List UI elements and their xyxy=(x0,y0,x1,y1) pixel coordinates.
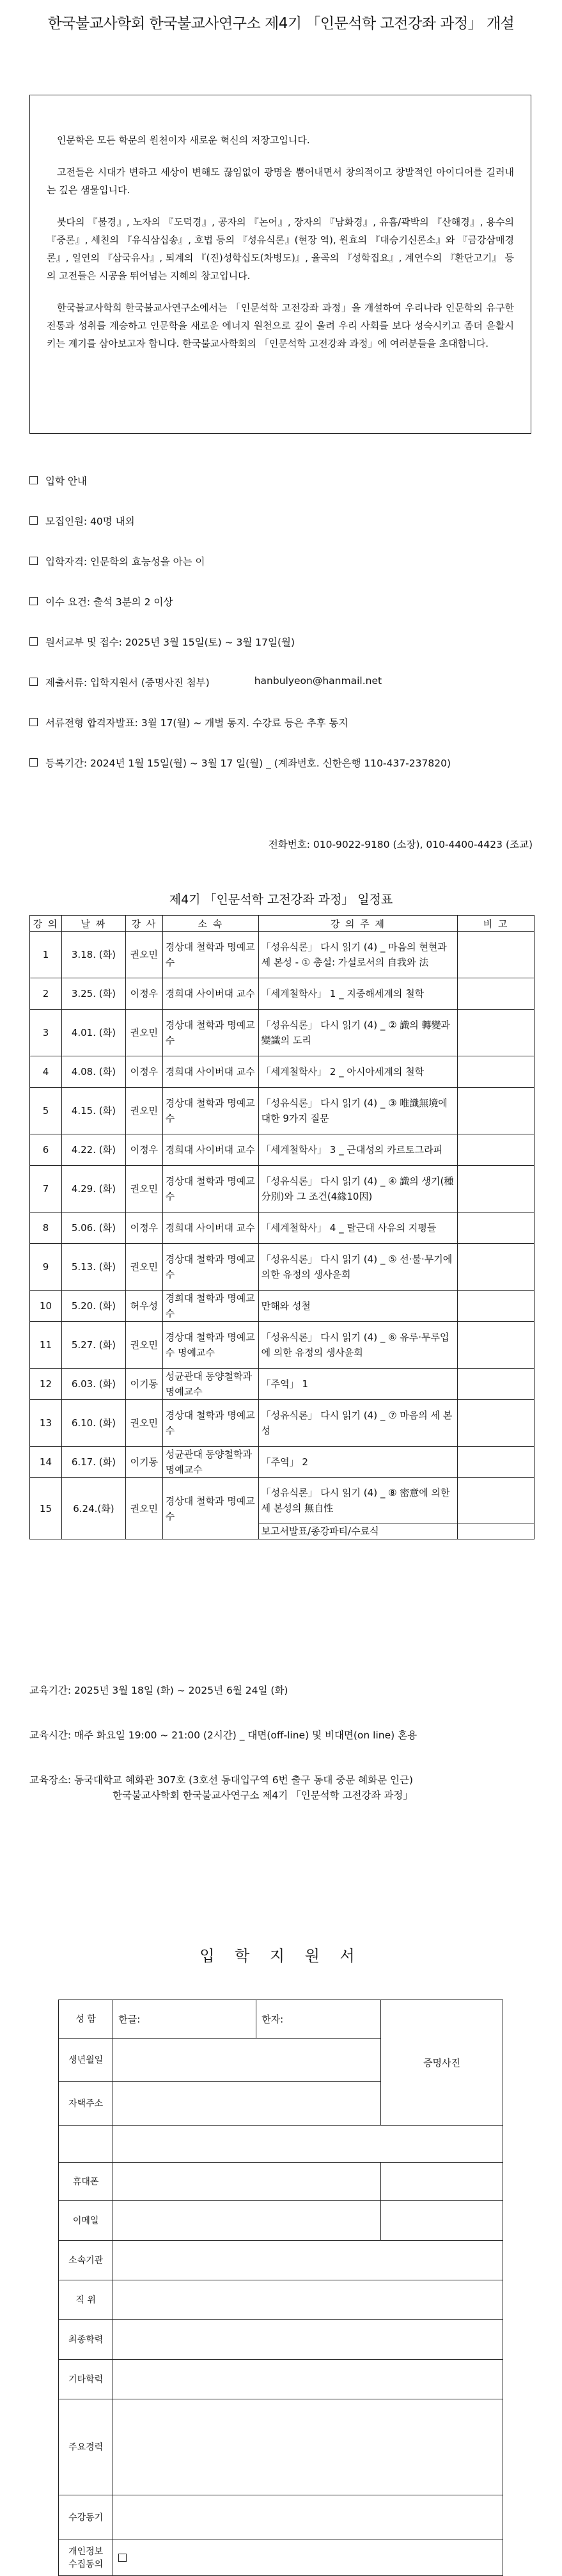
lecture-date: 3.18. (화) xyxy=(61,932,125,978)
lecture-date: 6.10. (화) xyxy=(61,1400,125,1447)
info-row xyxy=(29,756,541,796)
schedule-title: 제4기 「인문석학 고전강좌 과정」 일정표 xyxy=(169,893,393,907)
other-education-label: 기타학력 xyxy=(59,2360,113,2399)
schedule-row xyxy=(30,1400,535,1447)
header-cell: 날 짜 xyxy=(61,916,125,932)
lecturer: 권오민 xyxy=(125,932,162,978)
course-details xyxy=(29,1683,541,1803)
lecture-date: 6.24.(화) xyxy=(61,1478,125,1539)
lecture-no: 6 xyxy=(30,1134,62,1166)
phone-field[interactable] xyxy=(113,2163,381,2201)
schedule-row xyxy=(30,1244,535,1291)
affiliation: 경상대 철학과 명예교수 xyxy=(162,1166,258,1212)
note xyxy=(458,1056,535,1088)
lecture-topic: 「성유식론」 다시 읽기 (4) _ ⑤ 선·불·무기에 의한 유정의 생사윤회 xyxy=(258,1244,458,1291)
admission-info xyxy=(29,473,541,796)
lecturer: 허우성 xyxy=(125,1291,162,1322)
affiliation: 경희대 철학과 명예교수 xyxy=(162,1291,258,1322)
phone-label: 휴대폰 xyxy=(59,2163,113,2201)
lecture-date: 6.03. (화) xyxy=(61,1369,125,1400)
info-text: 원서교부 및 접수: 2025년 3월 15일(토) ~ 3월 17일(월) xyxy=(45,637,295,648)
email-field[interactable] xyxy=(113,2201,381,2241)
affiliation: 경상대 철학과 명예교수 xyxy=(162,1244,258,1291)
schedule-row xyxy=(30,1212,535,1244)
affiliation: 경상대 철학과 명예교수 xyxy=(162,1088,258,1134)
info-text: 입학자격: 인문학의 효능성을 아는 이 xyxy=(45,556,205,568)
lecturer: 이정우 xyxy=(125,978,162,1010)
lecture-topic: 「세계철학사」 4 _ 탈근대 사유의 지평들 xyxy=(258,1212,458,1244)
affiliation: 경상대 철학과 명예교수 xyxy=(162,1478,258,1539)
lecturer: 이정우 xyxy=(125,1056,162,1088)
schedule-row xyxy=(30,1291,535,1322)
address-label: 자택주소 xyxy=(59,2082,113,2126)
career-label: 주요경력 xyxy=(59,2399,113,2495)
lecture-date: 4.22. (화) xyxy=(61,1134,125,1166)
lecture-topic: 「성유식론」 다시 읽기 (4) _ ⑧ 密意에 의한 세 본성의 無自性 xyxy=(258,1478,458,1523)
note xyxy=(458,1134,535,1166)
lecture-topic: 「성유식론」 다시 읽기 (4) _ ⑦ 마음의 세 본성 xyxy=(258,1400,458,1447)
lecture-date: 5.13. (화) xyxy=(61,1244,125,1291)
note xyxy=(458,1478,535,1523)
intro-paragraph: 한국불교사학회 한국불교사연구소에서는 「인문석학 고전강좌 과정」을 개설하여 우리나라 인문학의 유구한 전통과 성취를 계승하고 인문학을 새로운 에너지 원천으로 깊이 울려 우리 사회를 보다 성숙시키고 좀더 윤활시키는 계기를 삼아보고자 합니다. 한국불교사학회의 「인문석학 고전강좌 과정」에 여러분들을 초대합니다. xyxy=(47,302,514,349)
note xyxy=(458,1369,535,1400)
photo-cell[interactable] xyxy=(381,2000,503,2126)
header-cell: 강 의 xyxy=(30,916,62,932)
lecture-no: 14 xyxy=(30,1447,62,1478)
info-row xyxy=(29,635,541,675)
phone-extra-field[interactable] xyxy=(381,2163,503,2201)
address-field-cont[interactable] xyxy=(113,2126,503,2163)
org-label: 소속기관 xyxy=(59,2241,113,2280)
lecture-no: 5 xyxy=(30,1088,62,1134)
lecture-topic: 만해와 성철 xyxy=(258,1291,458,1322)
lecture-date: 6.17. (화) xyxy=(61,1447,125,1478)
position-label: 직 위 xyxy=(59,2280,113,2320)
info-row xyxy=(29,594,541,635)
info-text: 이수 요건: 출석 3분의 2 이상 xyxy=(45,596,173,608)
note xyxy=(458,1010,535,1056)
lecture-no: 3 xyxy=(30,1010,62,1056)
schedule-row xyxy=(30,1010,535,1056)
lecture-topic: 「세계철학사」 3 _ 근대성의 카르토그라피 xyxy=(258,1134,458,1166)
lecture-topic: 「성유식론」 다시 읽기 (4) _ 마음의 현현과 세 본성 - ① 총설: 가설로서의 自我와 法 xyxy=(258,932,458,978)
checkbox-icon xyxy=(29,758,38,767)
hanja-label: 한자: xyxy=(261,2014,284,2025)
lecture-topic: 「세계철학사」 2 _ 아시아세계의 철학 xyxy=(258,1056,458,1088)
intro-box xyxy=(29,95,531,434)
org-field[interactable] xyxy=(113,2241,503,2280)
page-title: 한국불교사학회 한국불교사연구소 제4기 「인문석학 고전강좌 과정」 개설 xyxy=(47,15,515,32)
career-field[interactable] xyxy=(113,2399,503,2495)
lecturer: 권오민 xyxy=(125,1478,162,1539)
checkbox-icon xyxy=(29,718,38,726)
lecturer: 권오민 xyxy=(125,1400,162,1447)
info-row xyxy=(29,473,541,514)
name-hanja-field[interactable] xyxy=(256,2000,381,2039)
lecture-date: 3.25. (화) xyxy=(61,978,125,1010)
lecture-date: 5.27. (화) xyxy=(61,1322,125,1369)
schedule-row xyxy=(30,1322,535,1369)
lecture-topic: 「성유식론」 다시 읽기 (4) _ ⑥ 유루·무루업에 의한 유정의 생사윤회 xyxy=(258,1322,458,1369)
privacy-consent[interactable] xyxy=(113,2540,503,2576)
name-korean-field[interactable] xyxy=(113,2000,256,2039)
header-cell: 강 의 주 제 xyxy=(258,916,458,932)
checkbox-icon xyxy=(29,557,38,565)
privacy-label: 개인정보 수집동의 xyxy=(59,2540,113,2576)
affiliation: 경상대 철학과 명예교수 xyxy=(162,932,258,978)
info-row xyxy=(29,554,541,594)
checkbox-icon xyxy=(29,597,38,605)
lecture-topic: 보고서발표/종강파티/수료식 xyxy=(258,1523,458,1539)
email-address: hanbulyeon@hanmail.net xyxy=(254,675,382,687)
schedule-body xyxy=(30,932,535,1539)
lecturer: 이정우 xyxy=(125,1134,162,1166)
lecturer: 이정우 xyxy=(125,1212,162,1244)
email-label: 이메일 xyxy=(59,2201,113,2241)
affiliation: 경희대 사이버대 교수 xyxy=(162,1056,258,1088)
education-period: 교육기간: 2025년 3월 18일 (화) ~ 2025년 6월 24일 (화) xyxy=(29,1685,288,1696)
schedule-row xyxy=(30,1447,535,1478)
lecture-no: 4 xyxy=(30,1056,62,1088)
lecture-topic: 「성유식론」 다시 읽기 (4) _ ④ 識의 생기(種 分別)와 그 조건(4緣10因) xyxy=(258,1166,458,1212)
affiliation: 경희대 사이버대 교수 xyxy=(162,978,258,1010)
lecturer: 이기동 xyxy=(125,1369,162,1400)
schedule-row xyxy=(30,1369,535,1400)
schedule-row xyxy=(30,1056,535,1088)
position-field[interactable] xyxy=(113,2280,503,2320)
birth-label: 생년월일 xyxy=(59,2039,113,2082)
korean-label: 한글: xyxy=(118,2014,141,2025)
checkbox-icon[interactable] xyxy=(118,2554,127,2562)
intro-paragraph: 인문학은 모든 학문의 원천이자 새로운 혁신의 저장고입니다. xyxy=(57,134,310,146)
photo-label: 증명사진 xyxy=(423,2057,461,2069)
header-cell: 강 사 xyxy=(125,916,162,932)
education-label: 최종학력 xyxy=(59,2320,113,2360)
address-field[interactable] xyxy=(113,2082,381,2126)
lecture-topic: 「성유식론」 다시 읽기 (4) _ ② 識의 轉變과 變識의 도리 xyxy=(258,1010,458,1056)
lecture-date: 4.29. (화) xyxy=(61,1166,125,1212)
checkbox-icon xyxy=(29,516,38,525)
schedule-row xyxy=(30,1134,535,1166)
education-place: 교육장소: 동국대학교 혜화관 307호 (3호선 동대입구역 6번 출구 동대 중문 혜화문 인근) xyxy=(29,1774,413,1786)
lecture-no: 12 xyxy=(30,1369,62,1400)
note xyxy=(458,1322,535,1369)
schedule-row xyxy=(30,1478,535,1523)
lecture-topic: 「주역」 2 xyxy=(258,1447,458,1478)
lecture-no: 11 xyxy=(30,1322,62,1369)
info-text: 등록기간: 2024년 1월 15일(월) ~ 3월 17 일(월) _ (계좌번호. 신한은행 110-437-237820) xyxy=(45,758,451,769)
lecture-date: 4.08. (화) xyxy=(61,1056,125,1088)
affiliation: 경희대 사이버대 교수 xyxy=(162,1212,258,1244)
header-cell: 소 속 xyxy=(162,916,258,932)
education-time: 교육시간: 매주 화요일 19:00 ~ 21:00 (2시간) _ 대면(off-line) 및 비대면(on line) 혼용 xyxy=(29,1729,418,1741)
lecturer: 권오민 xyxy=(125,1166,162,1212)
note xyxy=(458,1244,535,1291)
application-title: 입 학 지 원 서 xyxy=(199,1947,363,1965)
affiliation: 경희대 사이버대 교수 xyxy=(162,1134,258,1166)
note xyxy=(458,1291,535,1322)
schedule-header-row xyxy=(30,916,535,932)
schedule-row xyxy=(30,1166,535,1212)
affiliation: 경상대 철학과 명예교수 xyxy=(162,1400,258,1447)
info-text: 서류전형 합격자발표: 3월 17(월) ~ 개별 통지. 수강료 등은 추후 통지 xyxy=(45,717,348,729)
schedule-table xyxy=(29,915,535,1539)
schedule-row xyxy=(30,1088,535,1134)
email-extra-field[interactable] xyxy=(381,2201,503,2241)
lecture-date: 4.01. (화) xyxy=(61,1010,125,1056)
note xyxy=(458,1166,535,1212)
affiliation: 경상대 철학과 명예교수 명예교수 xyxy=(162,1322,258,1369)
lecture-date: 4.15. (화) xyxy=(61,1088,125,1134)
info-row xyxy=(29,514,541,554)
lecture-no: 7 xyxy=(30,1166,62,1212)
note xyxy=(458,1088,535,1134)
lecturer: 권오민 xyxy=(125,1010,162,1056)
lecture-date: 5.06. (화) xyxy=(61,1212,125,1244)
note xyxy=(458,1523,535,1539)
lecture-no: 8 xyxy=(30,1212,62,1244)
lecturer: 이기동 xyxy=(125,1447,162,1478)
motive-label: 수강동기 xyxy=(59,2495,113,2540)
contact-phone: 전화번호: 010-9022-9180 (소장), 010-4400-4423 (조교) xyxy=(268,839,533,850)
lecture-no: 2 xyxy=(30,978,62,1010)
lecture-topic: 「세계철학사」 1 _ 지중해세계의 철학 xyxy=(258,978,458,1010)
intro-paragraph: 붓다의 『불경』, 노자의 『도덕경』, 공자의 『논어』, 장자의 『남화경』, 유흠/곽박의 『산해경』, 용수의 『중론』, 세친의 『유식삼십송』, 호법 등의 『성유식론』(현장 역), 원효의 『대승기신론소』와 『금강삼매경론』, 일연의 『삼국유사』, 퇴계의 『(진)성학십도(차병도)』, 율곡의 『성학집요』, 계연수의 『환단고기』 등의 고전들은 시공을 뛰어넘는 지혜의 창고입니다. xyxy=(47,216,514,282)
affiliation: 성균관대 동양철학과 명예교수 xyxy=(162,1447,258,1478)
lecture-no: 9 xyxy=(30,1244,62,1291)
checkbox-icon xyxy=(29,637,38,646)
lecture-no: 10 xyxy=(30,1291,62,1322)
checkbox-icon xyxy=(29,678,38,686)
affiliation: 성균관대 동양철학과 명예교수 xyxy=(162,1369,258,1400)
lecture-no: 1 xyxy=(30,932,62,978)
name-label: 성 함 xyxy=(59,2000,113,2039)
info-text: 입학 안내 xyxy=(45,475,87,487)
lecture-topic: 「성유식론」 다시 읽기 (4) _ ③ 唯識無境에 대한 9가지 질문 xyxy=(258,1088,458,1134)
application-form xyxy=(58,2000,503,2576)
birth-field[interactable] xyxy=(113,2039,381,2082)
education-field[interactable] xyxy=(113,2320,503,2360)
motive-field[interactable] xyxy=(113,2495,503,2540)
affiliation: 경상대 철학과 명예교수 xyxy=(162,1010,258,1056)
address-cont xyxy=(59,2126,113,2163)
info-row xyxy=(29,675,541,715)
note xyxy=(458,932,535,978)
lecture-no: 15 xyxy=(30,1478,62,1539)
schedule-row xyxy=(30,932,535,978)
intro-paragraph: 고전들은 시대가 변하고 세상이 변해도 끊임없이 광명을 뿜어내면서 창의적이고 창발적인 아이디어를 길러내는 깊은 샘물입니다. xyxy=(47,166,514,196)
info-text: 모집인원: 40명 내외 xyxy=(45,516,135,527)
lecture-topic: 「주역」 1 xyxy=(258,1369,458,1400)
note xyxy=(458,1400,535,1447)
info-row xyxy=(29,715,541,756)
other-education-field[interactable] xyxy=(113,2360,503,2399)
schedule-row xyxy=(30,978,535,1010)
checkbox-icon xyxy=(29,476,38,484)
lecturer: 권오민 xyxy=(125,1088,162,1134)
info-text: 제출서류: 입학지원서 (증명사진 첨부) xyxy=(45,677,210,688)
education-place-org: 한국불교사학회 한국불교사연구소 제4기 「인문석학 고전강좌 과정」 xyxy=(113,1790,413,1801)
lecturer: 권오민 xyxy=(125,1322,162,1369)
lecture-date: 5.20. (화) xyxy=(61,1291,125,1322)
note xyxy=(458,1212,535,1244)
lecture-no: 13 xyxy=(30,1400,62,1447)
header-cell: 비 고 xyxy=(458,916,535,932)
note xyxy=(458,978,535,1010)
note xyxy=(458,1447,535,1478)
lecturer: 권오민 xyxy=(125,1244,162,1291)
